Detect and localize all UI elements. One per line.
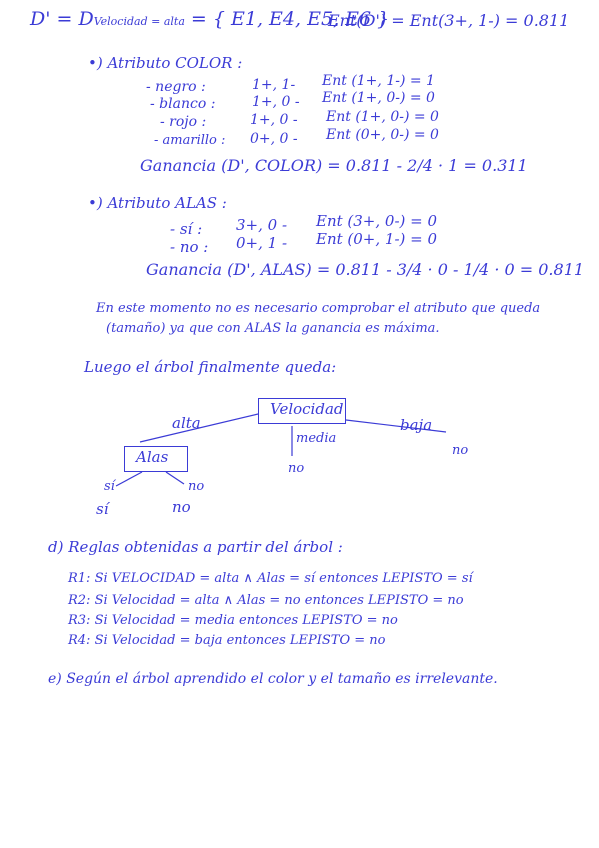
alas-node: Alas [136,448,169,466]
leaf-no: no [172,498,191,516]
color-gain: Ganancia (D', COLOR) = 0.811 - 2/4 · 1 = 0.311 [140,156,528,175]
dataset-examples: = { E1, E4, E5, E6 } [190,8,390,30]
alas-row-label: - sí : [170,220,203,238]
edge-label-no: no [188,479,205,494]
tree-intro: Luego el árbol finalmente queda: [84,358,337,376]
edge-line-no [166,472,184,484]
alas-row-label: - no : [170,238,209,256]
color-row-label: - amarillo : [154,133,226,148]
color-row-label: - blanco : [150,96,216,112]
alas-row-counts: 0+, 1 - [236,234,288,252]
edge-label-si: sí [104,479,115,494]
note-line-1: En este momento no es necesario comprobar el atributo que queda [96,301,541,316]
leaf-media: no [288,461,305,476]
rule-item: R3: Si Velocidad = media entonces LEPISTO = no [68,613,398,628]
color-row-counts: 1+, 0 - [250,112,298,128]
color-attribute-title: •) Atributo COLOR : [88,54,243,72]
alas-gain: Ganancia (D', ALAS) = 0.811 - 3/4 · 0 - 1/4 · 0 = 0.811 [146,260,585,279]
dataset-entropy: Ent(D') = Ent(3+, 1-) = 0.811 [328,11,570,30]
color-row-counts: 0+, 0 - [250,131,298,147]
edge-label-media: media [296,431,337,446]
edge-label-alta: alta [172,414,201,432]
edge-label-baja: baja [400,416,433,434]
color-row-counts: 1+, 0 - [252,94,300,110]
leaf-si: sí [96,500,109,518]
color-row-entropy: Ent (1+, 0-) = 0 [322,90,435,106]
root-node: Velocidad [270,400,344,418]
alas-row-counts: 3+, 0 - [236,216,288,234]
color-row-entropy: Ent (0+, 0-) = 0 [326,127,439,143]
alas-row-entropy: Ent (3+, 0-) = 0 [316,212,438,230]
color-row-label: - negro : [146,79,206,95]
rule-item: R4: Si Velocidad = baja entonces LEPISTO = no [68,633,386,648]
color-row-entropy: Ent (1+, 1-) = 1 [322,73,435,89]
rule-item: R1: Si VELOCIDAD = alta ∧ Alas = sí entonces LEPISTO = sí [68,571,473,586]
alas-attribute-title: •) Atributo ALAS : [88,194,227,212]
color-row-counts: 1+, 1- [252,77,296,93]
alas-row-entropy: Ent (0+, 1-) = 0 [316,230,438,248]
conclusion: e) Según el árbol aprendido el color y el tamaño es irrelevante. [48,671,498,687]
note-line-2: (tamaño) ya que con ALAS la ganancia es máxima. [106,321,440,336]
color-row-entropy: Ent (1+, 0-) = 0 [326,109,439,125]
color-row-label: - rojo : [160,114,207,130]
rule-item: R2: Si Velocidad = alta ∧ Alas = no entonces LEPISTO = no [68,593,464,608]
leaf-baja: no [452,443,469,458]
dataset-subscript: Velocidad = alta [93,15,185,28]
rules-title: d) Reglas obtenidas a partir del árbol : [48,538,343,556]
dataset-name: D' = D [30,8,94,30]
edge-line-si [116,472,142,486]
